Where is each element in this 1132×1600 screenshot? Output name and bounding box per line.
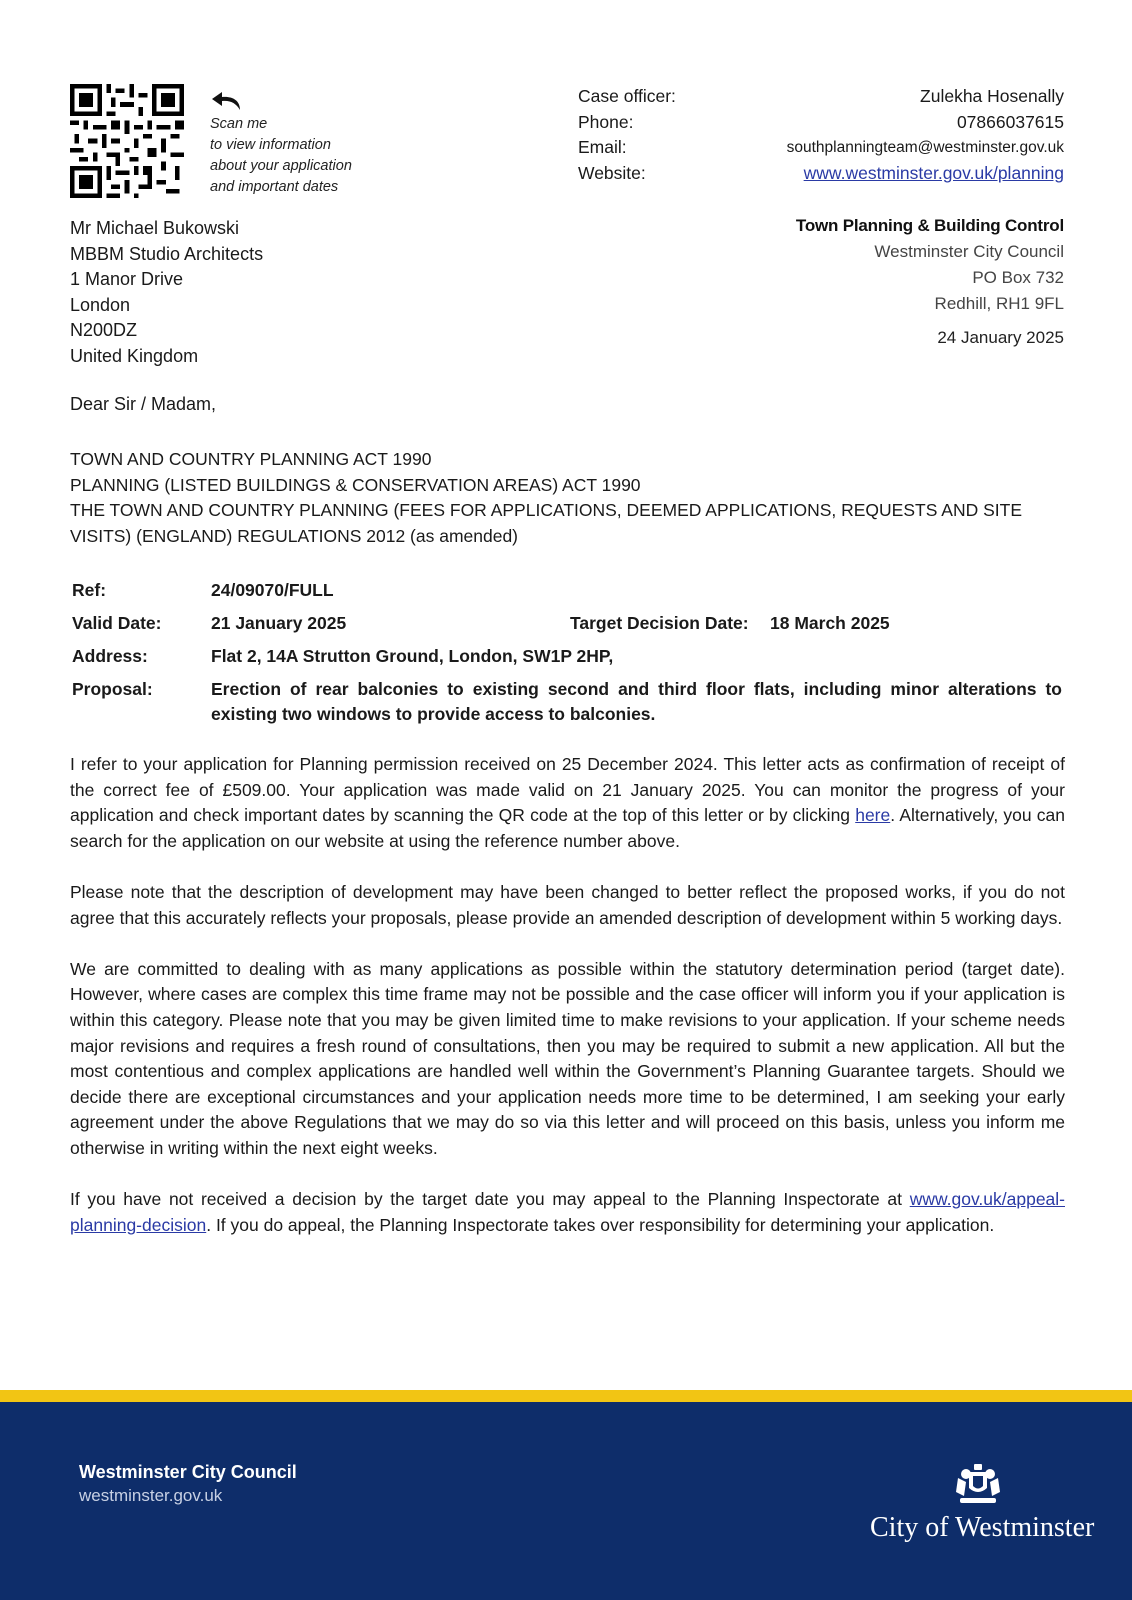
phone-number: 07866037615 — [956, 111, 1064, 132]
legislation-heading — [70, 447, 1070, 549]
case-officer-label: Case officer: — [578, 86, 676, 107]
office-address — [796, 213, 1064, 351]
recipient-line: 1 Manor Drive — [70, 269, 184, 290]
ref-row — [72, 578, 1062, 603]
footer-council-name: Westminster City Council — [79, 1462, 297, 1482]
appeal-link[interactable]: www.gov.uk/appeal-planning-decision — [70, 1189, 1065, 1235]
recipient-line: United Kingdom — [70, 345, 199, 366]
ref-value: 24/09070/FULL — [211, 580, 334, 600]
office-title: Town Planning & Building Control — [795, 216, 1064, 235]
letter-body — [70, 752, 1065, 1264]
phone-row — [578, 110, 1064, 136]
email-address: southplanningteam@westminster.gov.uk — [786, 138, 1064, 156]
address-row — [72, 644, 1062, 669]
target-date-value: 18 March 2025 — [770, 613, 890, 633]
paragraph-commitment: We are committed to dealing with as many applications as possible within the statutory determination period (target date). However, where cases are complex this time frame may not be possible and the case officer will inform you if your application is within this category. Please note that you may be given limited time to make revisions to your application. If your scheme needs major revisions and requires a fresh round of consultations, then you may be required to submit a new application. All but the most contentious and complex applications are handled well within the Government’s Planning Guarantee targets. Should we decide there are exceptional circumstances and your application needs more time to be determined, I am seeking your early agreement under the above Regulations that we may do so via this letter and will proceed on this basis, unless you inform me otherwise in writing within the next eight weeks. — [70, 958, 1065, 1158]
phone-label: Phone: — [578, 111, 634, 132]
act-line: THE TOWN AND COUNTRY PLANNING (FEES FOR APPLICATIONS, DEEMED APPLICATIONS, REQUESTS AND SITE VISITS) (ENGLAND) REGULATIONS 2012 (as amended) — [70, 500, 1022, 546]
address-label: Address: — [72, 646, 148, 666]
case-officer-row — [578, 84, 1064, 110]
recipient-line: Mr Michael Bukowski — [70, 218, 240, 238]
qr-caption-line: about your application — [210, 158, 352, 174]
target-date-label: Target Decision Date: — [570, 613, 749, 633]
recipient-line: N200DZ — [70, 320, 138, 341]
website-row — [578, 161, 1064, 187]
footer-city-logo: City of Westminster — [870, 1512, 1095, 1543]
proposal-value: Erection of rear balconies to existing second and third floor flats, including minor alterations to existing two windows to provide access to balconies. — [211, 679, 1062, 724]
proposal-label: Proposal: — [72, 679, 153, 699]
website-link[interactable]: www.westminster.gov.uk/planning — [803, 162, 1064, 183]
contact-block — [578, 84, 1064, 186]
proposal-row — [72, 677, 1062, 727]
valid-date-row — [72, 611, 1062, 636]
paragraph-description: Please note that the description of development may have been changed to better reflect the proposed works, if you do not agree that this accurately reflects your proposals, please provide an amended description of development within 5 working days. — [70, 881, 1065, 928]
curved-arrow-icon — [210, 90, 244, 114]
paragraph-text: . If you do appeal, the Planning Inspectorate takes over responsibility for determining your application. — [206, 1214, 995, 1235]
office-line: PO Box 732 — [972, 268, 1064, 287]
qr-caption — [210, 90, 352, 198]
case-officer-name: Zulekha Hosenally — [920, 86, 1064, 107]
crest-icon — [952, 1462, 1004, 1506]
paragraph-text: I refer to your application for Planning permission received on 25 December 2024. This letter acts as confirmation of receipt of the correct fee of £509.00. Your application was made valid on 21 January 2025. You can monitor the progress of your application and check important dates by scanning the QR code at the top of this letter or by clicking — [70, 754, 1065, 826]
website-label: Website: — [578, 162, 646, 183]
recipient-address — [70, 216, 263, 370]
qr-caption-line: to view information — [210, 137, 331, 153]
office-line: Redhill, RH1 9FL — [934, 294, 1064, 313]
footer-website: westminster.gov.uk — [79, 1486, 223, 1505]
office-line: Westminster City Council — [874, 242, 1064, 261]
valid-date-label: Valid Date: — [72, 613, 162, 633]
ref-label: Ref: — [72, 580, 107, 600]
qr-code-icon[interactable] — [70, 84, 184, 198]
recipient-line: MBBM Studio Architects — [70, 243, 264, 264]
qr-caption-line: Scan me — [210, 116, 268, 132]
letter-date: 24 January 2025 — [937, 328, 1064, 347]
footer-yellow-stripe — [0, 1390, 1132, 1402]
email-label: Email: — [578, 137, 627, 158]
email-row — [578, 135, 1064, 161]
paragraph-text: . Alternatively, you can search for the application on our website at using the reference number above. — [70, 805, 1065, 851]
paragraph-text: If you have not received a decision by the target date you may appeal to the Planning Inspectorate at — [70, 1189, 910, 1210]
valid-date-value: 21 January 2025 — [211, 613, 347, 633]
address-value: Flat 2, 14A Strutton Ground, London, SW1P 2HP, — [211, 646, 614, 666]
paragraph-receipt — [70, 752, 1065, 854]
paragraph-appeal — [70, 1187, 1065, 1238]
act-line: PLANNING (LISTED BUILDINGS & CONSERVATION AREAS) ACT 1990 — [70, 474, 641, 495]
application-details — [72, 578, 1062, 735]
act-line: TOWN AND COUNTRY PLANNING ACT 1990 — [70, 449, 432, 469]
here-link[interactable]: here — [855, 805, 891, 826]
recipient-line: London — [70, 294, 131, 315]
salutation: Dear Sir / Madam, — [70, 394, 217, 414]
qr-caption-line: and important dates — [210, 179, 339, 195]
